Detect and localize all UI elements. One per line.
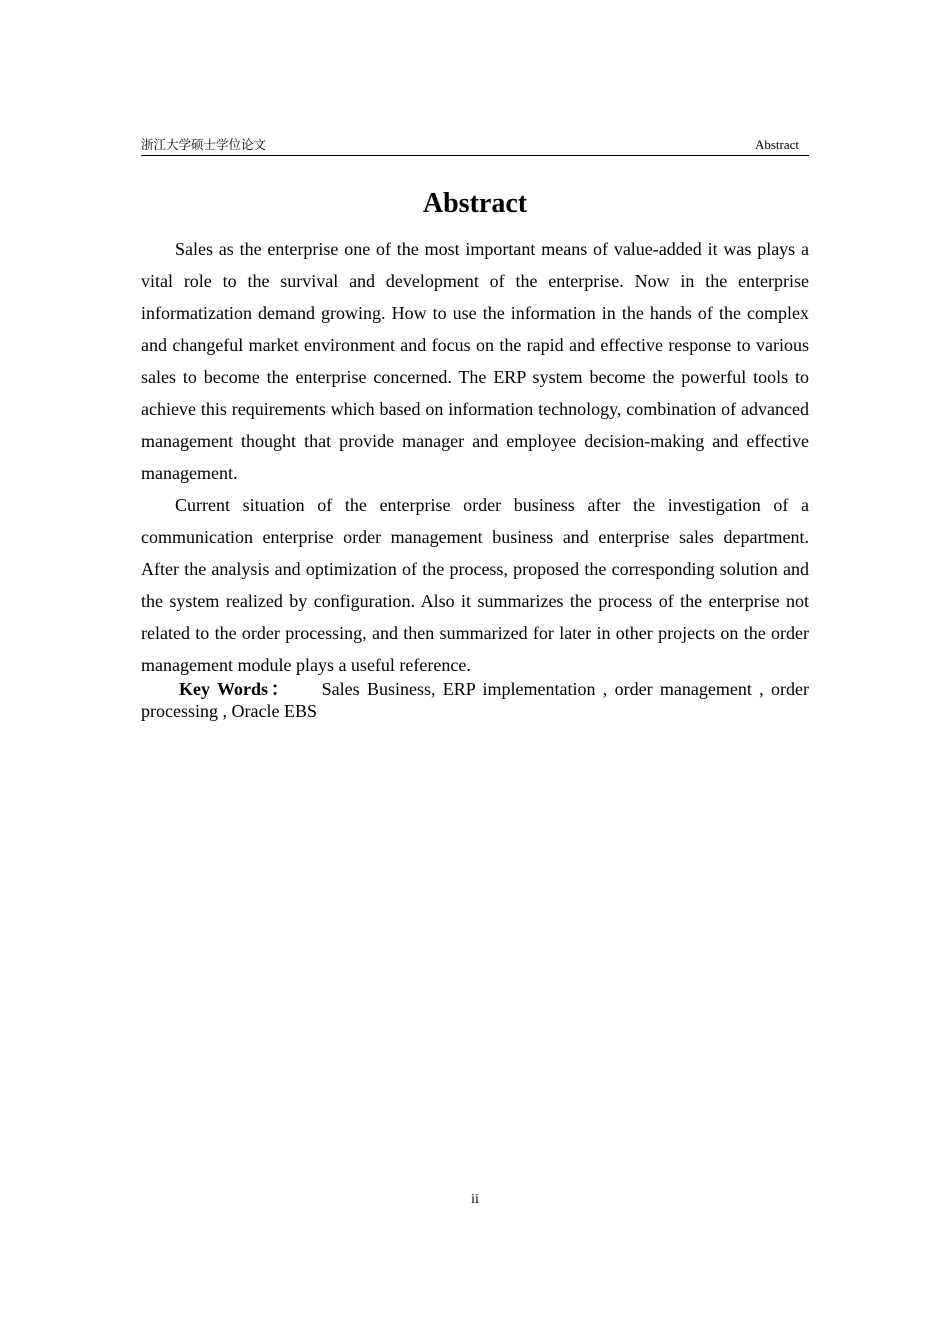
- abstract-paragraph-1: Sales as the enterprise one of the most important means of value-added it was plays a vital role to the survival and development of the enterprise. Now in the enterprise informatization demand growing. How to use the information in the hands of the complex and changeful market environment and focus on the rapid and effective response to various sales to become the enterprise concerned. The ERP system become the powerful tools to achieve this requirements which based on information technology, combination of advanced management thought that provide manager and employee decision-making and effective management.: [141, 239, 809, 483]
- page-title: Abstract: [422, 188, 528, 219]
- header-thesis-title: 浙江大学硕士学位论文: [141, 137, 267, 152]
- running-header: [141, 136, 809, 156]
- header-section-name: Abstract: [754, 137, 799, 152]
- keywords-text: Sales Business, ERP implementation , order management , order processing , Oracle EBS: [141, 679, 809, 721]
- keywords-line: [141, 678, 809, 722]
- abstract-paragraph-2: Current situation of the enterprise order business after the investigation of a communication enterprise order management business and enterprise sales department. After the analysis and optimization of the process, proposed the corresponding solution and the system realized by configuration. Also it summarizes the process of the enterprise not related to the order processing, and then summarized for later in other projects on the order management module plays a useful reference.: [141, 495, 809, 675]
- keywords-label: Key Words：: [179, 679, 292, 699]
- page-number: ii: [471, 1192, 479, 1207]
